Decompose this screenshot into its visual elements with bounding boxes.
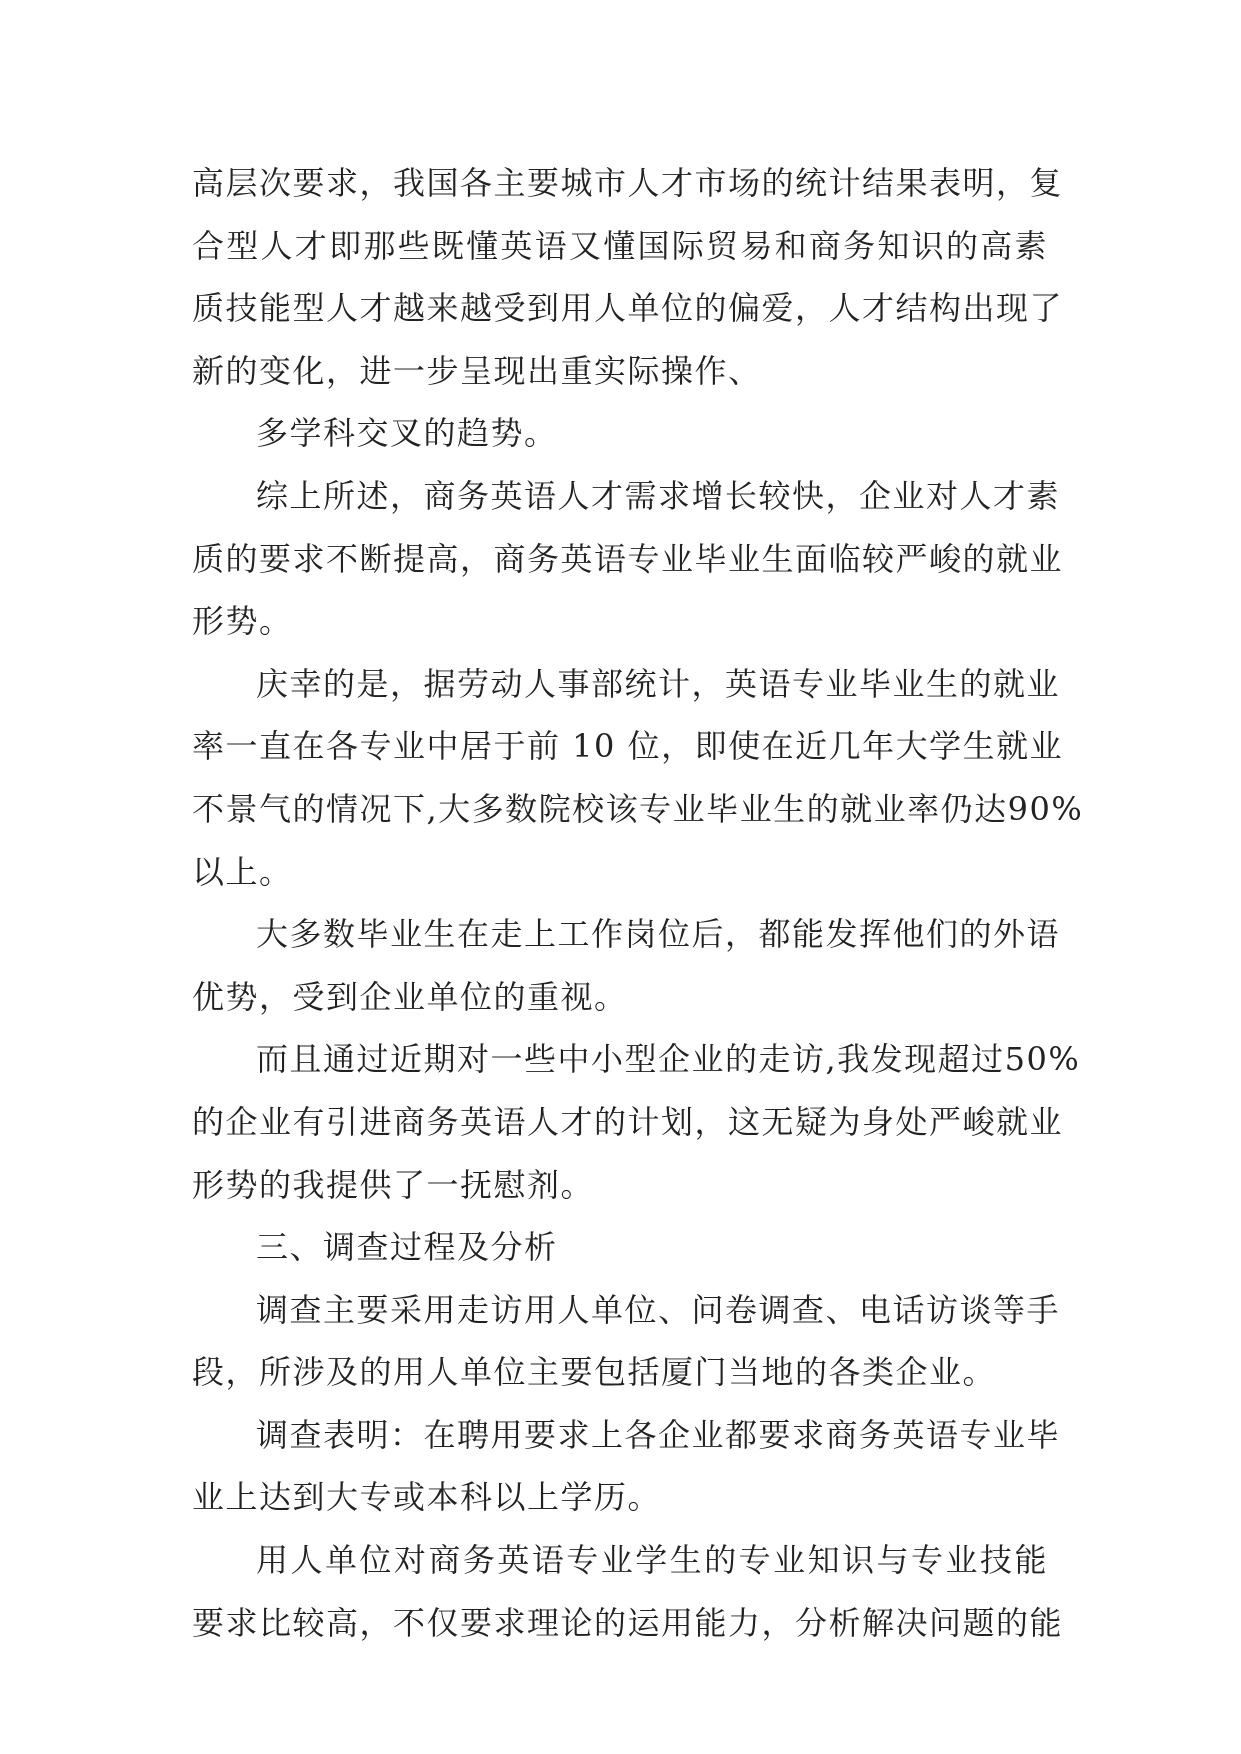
text-line: 用人单位对商务英语专业学生的专业知识与专业技能: [256, 1541, 1048, 1580]
text-line: 不景气的情况下,大多数院校该专业毕业生的就业率仍达90%: [192, 789, 1084, 828]
text-line: 新的变化，进一步呈现出重实际操作、: [192, 351, 762, 390]
text-line: 率一直在各专业中居于前 10 位，即使在近几年大学生就业: [192, 727, 1064, 766]
text-line: 段，所涉及的用人单位主要包括厦门当地的各类企业。: [192, 1353, 997, 1392]
text-line: 调查表明：在聘用要求上各企业都要求商务英语专业毕: [256, 1415, 1061, 1454]
text-line: 的企业有引进商务英语人才的计划，这无疑为身处严峻就业: [192, 1102, 1064, 1141]
text-line: 优势，受到企业单位的重视。: [192, 977, 628, 1016]
text-line: 多学科交叉的趋势。: [256, 414, 558, 453]
text-line: 形势的我提供了一抚慰剂。: [192, 1165, 595, 1204]
text-line: 庆幸的是，据劳动人事部统计，英语专业毕业生的就业: [256, 664, 1061, 703]
text-line: 高层次要求，我国各主要城市人才市场的统计结果表明，复: [192, 164, 1064, 202]
text-line: 以上。: [192, 852, 293, 891]
text-line: 形势。: [192, 602, 293, 641]
text-line: 要求比较高，不仅要求理论的运用能力，分析解决问题的能: [192, 1603, 1064, 1642]
text-line: 三、调查过程及分析: [256, 1228, 558, 1267]
text-line: 大多数毕业生在走上工作岗位后，都能发挥他们的外语: [256, 915, 1061, 954]
text-line: 调查主要采用走访用人单位、问卷调查、电话访谈等手: [256, 1290, 1061, 1329]
text-line: 质技能型人才越来越受到用人单位的偏爱，人才结构出现了: [192, 289, 1064, 328]
text-line: 综上所述，商务英语人才需求增长较快，企业对人才素: [256, 476, 1061, 515]
text-line: 业上达到大专或本科以上学历。: [192, 1478, 662, 1517]
text-line: 质的要求不断提高，商务英语专业毕业生面临较严峻的就业: [192, 539, 1064, 578]
text-line: 合型人才即那些既懂英语又懂国际贸易和商务知识的高素: [192, 226, 1048, 265]
text-line: 而且通过近期对一些中小型企业的走访,我发现超过50%: [256, 1040, 1081, 1079]
document-body: [192, 152, 1084, 1654]
